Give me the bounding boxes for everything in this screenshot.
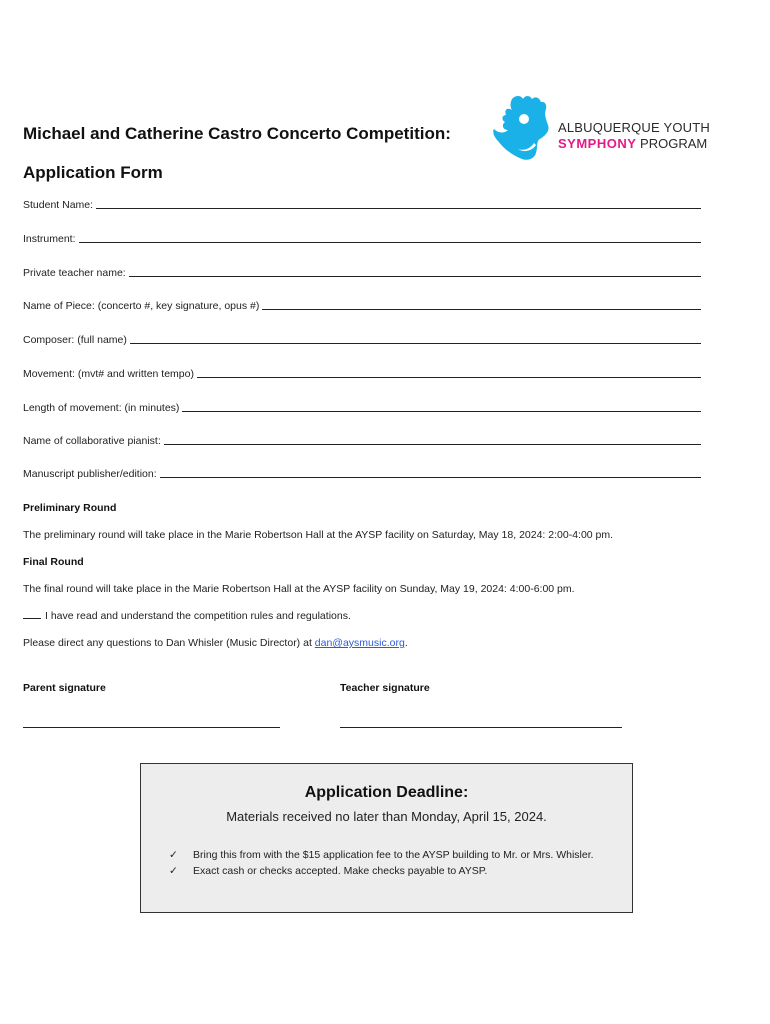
contact-text: Please direct any questions to Dan Whisler (Music Director) at <box>23 637 312 649</box>
field-label: Name of Piece: (concerto #, key signature, opus #) <box>23 300 260 312</box>
final-round-text: The final round will take place in the Marie Robertson Hall at the AYSP facility on Sunday, May 19, 2024: 4:00-6:00 pm. <box>23 583 575 595</box>
publisher-field[interactable] <box>23 467 701 480</box>
fill-line[interactable] <box>96 198 701 209</box>
aysp-logo <box>490 93 730 165</box>
field-label: Length of movement: (in minutes) <box>23 402 180 414</box>
acknowledge-blank[interactable] <box>23 618 41 619</box>
parent-signature-label: Parent signature <box>23 682 106 694</box>
field-label: Movement: (mvt# and written tempo) <box>23 368 194 380</box>
deadline-item-text: Bring this from with the $15 application fee to the AYSP building to Mr. or Mrs. Whisler. <box>193 849 594 861</box>
movement-length-field[interactable] <box>23 401 701 414</box>
form-subtitle: Application Form <box>23 163 163 182</box>
piece-name-field[interactable] <box>23 299 701 312</box>
deadline-box <box>140 763 633 913</box>
fill-line[interactable] <box>130 333 701 344</box>
fill-line[interactable] <box>262 299 701 310</box>
preliminary-round-text: The preliminary round will take place in the Marie Robertson Hall at the AYSP facility on Saturday, May 18, 2024: 2:00-4:00 pm. <box>23 529 614 541</box>
deadline-subtitle: Materials received no later than Monday, April 15, 2024. <box>226 809 547 824</box>
page-title: Michael and Catherine Castro Concerto Competition: <box>23 124 451 143</box>
preliminary-round-heading: Preliminary Round <box>23 502 117 514</box>
field-label: Private teacher name: <box>23 267 126 279</box>
check-icon: ✓ <box>169 865 178 877</box>
field-label: Name of collaborative pianist: <box>23 435 161 447</box>
contact-row <box>23 637 408 649</box>
field-label: Composer: (full name) <box>23 334 127 346</box>
deadline-title: Application Deadline: <box>304 784 469 801</box>
composer-field[interactable] <box>23 333 701 346</box>
field-label: Manuscript publisher/edition: <box>23 468 157 480</box>
private-teacher-field[interactable] <box>23 266 701 279</box>
logo-text-line2 <box>558 136 707 151</box>
deadline-item <box>169 849 594 861</box>
fill-line[interactable] <box>160 467 701 478</box>
field-label: Instrument: <box>23 233 76 245</box>
logo-symphony-word: SYMPHONY <box>558 136 637 151</box>
teacher-signature-line[interactable] <box>340 726 622 728</box>
parent-signature-line[interactable] <box>23 726 280 728</box>
instrument-field[interactable] <box>23 232 701 245</box>
fill-line[interactable] <box>182 401 701 412</box>
hand-bird-logo-icon <box>490 93 556 165</box>
contact-suffix: . <box>404 637 408 649</box>
field-label: Student Name: <box>23 199 94 211</box>
acknowledge-row <box>23 610 351 622</box>
movement-field[interactable] <box>23 367 701 380</box>
fill-line[interactable] <box>197 367 701 378</box>
fill-line[interactable] <box>164 434 701 445</box>
logo-program-word: PROGRAM <box>640 136 708 151</box>
deadline-item <box>169 865 487 877</box>
fill-line[interactable] <box>129 266 701 277</box>
fill-line[interactable] <box>79 232 701 243</box>
final-round-heading: Final Round <box>23 556 84 568</box>
check-icon: ✓ <box>169 849 178 861</box>
pianist-field[interactable] <box>23 434 701 447</box>
acknowledge-text: I have read and understand the competition rules and regulations. <box>45 610 351 622</box>
deadline-item-text: Exact cash or checks accepted. Make checks payable to AYSP. <box>193 865 488 877</box>
teacher-signature-label: Teacher signature <box>340 682 430 694</box>
logo-text-line1: ALBUQUERQUE YOUTH <box>558 120 710 135</box>
email-link[interactable]: dan@aysmusic.org <box>314 637 405 649</box>
student-name-field[interactable] <box>23 198 701 211</box>
